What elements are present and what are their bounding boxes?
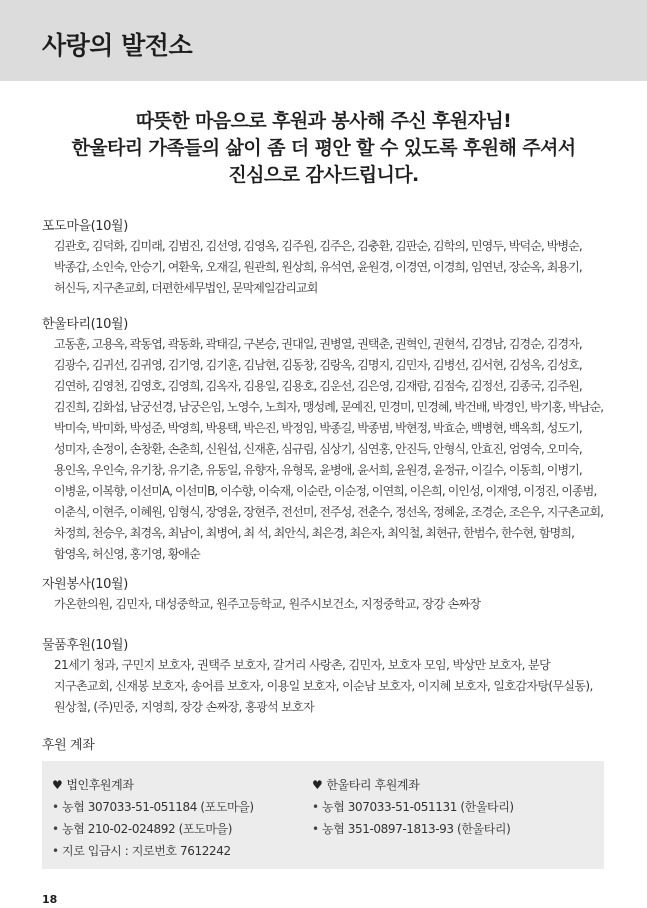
donor-list-volunteer: 가온한의원, 김민자, 대성중학교, 원주고등학교, 원주시보건소, 지정중학교, 장강 손짜장 <box>54 597 481 611</box>
intro-line-1: 따뜻한 마음으로 후원과 봉사해 주신 후원자님! <box>135 110 512 132</box>
section-grape-village <box>42 218 607 299</box>
bullet-dot-icon: • <box>52 822 59 836</box>
section-volunteer <box>42 576 607 615</box>
account-line <box>52 818 254 840</box>
intro-message <box>0 108 647 189</box>
account-heading-hanultari <box>312 775 514 796</box>
account-info-box <box>42 761 604 869</box>
page-number: 18 <box>42 893 58 906</box>
heart-icon: ♥ <box>312 778 323 792</box>
account-line-text: 농협 307033-51-051184 (포도마을) <box>62 800 254 814</box>
account-column-corporate <box>52 775 254 862</box>
section-title-volunteer: 자원봉사(10월) <box>42 577 128 592</box>
account-line <box>52 840 254 862</box>
section-goods-donation <box>42 637 607 718</box>
intro-line-3: 진심으로 감사드립니다. <box>228 164 419 186</box>
bullet-dot-icon: • <box>52 800 59 814</box>
account-heading-corporate-label: 법인후원계좌 <box>66 778 134 792</box>
bullet-dot-icon: • <box>312 822 319 836</box>
donor-list-hanultari: 고동훈, 고용옥, 곽동엽, 곽동화, 곽태길, 구본승, 권대일, 권병열, 권택춘, 권혁인, 권현석, 김경남, 김경순, 김경자, 김광수, 김귀선, 김귀영, 김기영, 김기훈, 김남현, 김동창, 김랑옥, 김명지, 김민자, 김병선, 김서현, 김성옥, 김성호, 김연하, 김영천, 김영호, 김영희, 김옥자, 김용일, 김용호, 김운선, 김은영, 김재람, 김점숙, 김정선, 김종국, 김주원, 김진희, 김화섭, 남궁선경, 남궁은임, 노영수, 노희자, 맹성례, 문예진, 민경미, 민경혜, 박건배, 박경인, 박기홍, 박남순, 박미숙, 박미화, 박성준, 박영희, 박용택, 박은진, 박정임, 박종길, 박종범, 박현정, 박효순, 백병현, 백옥희, 성도기, 성미자, 손정이, 손창환, 손춘희, 신원섭, 신재훈, 심규림, 심상기, 심연홍, 안진득, 안형식, 안효진, 엄영숙, 오미숙, 용인옥, 우인숙, 유기창, 유기춘, 유동일, 유향자, 유형목, 윤병애, 윤서희, 윤원경, 윤정규, 이길수, 이동희, 이병기, 이병윤, 이복향, 이선미A, 이선미B, 이수향, 이숙재, 이순란, 이순정, 이연희, 이은희, 이인성, 이재영, 이정진, 이종범, 이춘식, 이현주, 이혜원, 임형식, 장영윤, 장현주, 전선미, 전주성, 전춘수, 정선옥, 정혜윤, 조경순, 조은우, 지구촌교회, 차정희, 천승우, 최경옥, 최남이, 최병여, 최 석, 최안식, 최은경, 최은자, 최익철, 최현규, 한범수, 한수현, 함명희, 함영옥, 허신영, 홍기영, 황애순 <box>54 337 604 561</box>
section-account <box>42 737 607 755</box>
heart-icon: ♥ <box>52 778 63 792</box>
account-heading-corporate <box>52 775 254 796</box>
account-line <box>52 796 254 818</box>
account-line <box>312 796 514 818</box>
account-line-text: 농협 210-02-024892 (포도마을) <box>62 822 232 836</box>
bullet-dot-icon: • <box>312 800 319 814</box>
section-title-goods-donation: 물품후원(10월) <box>42 638 128 653</box>
section-title-hanultari: 한울타리(10월) <box>42 317 128 332</box>
section-title-grape-village: 포도마을(10월) <box>42 219 128 234</box>
account-heading-hanultari-label: 한울타리 후원계좌 <box>326 778 420 792</box>
page-header <box>0 0 647 81</box>
account-column-hanultari <box>312 775 514 840</box>
bullet-dot-icon: • <box>52 844 59 858</box>
donor-list-goods-donation: 21세기 청과, 구민지 보호자, 권택주 보호자, 갈거리 사랑촌, 김민자, 보호자 모임, 박상만 보호자, 분당 지구촌교회, 신재봉 보호자, 송어름 보호자, 이용일 보호자, 이순남 보호자, 이지혜 보호자, 일호감자탕(무실동), 원상철, (주)민중, 지영희, 장강 손짜장, 홍광석 보호자 <box>54 658 593 714</box>
intro-line-2: 한울타리 가족들의 삶이 좀 더 평안 할 수 있도록 후원해 주셔서 <box>71 137 576 159</box>
account-line <box>312 818 514 840</box>
account-line-text: 지로 입금시 : 지로번호 7612242 <box>62 844 231 858</box>
account-line-text: 농협 307033-51-051131 (한울타리) <box>322 800 514 814</box>
page-title: 사랑의 발전소 <box>42 31 193 60</box>
section-title-account: 후원 계좌 <box>42 738 95 753</box>
section-hanultari <box>42 316 607 565</box>
donor-list-grape-village: 김관호, 김덕화, 김미래, 김범진, 김선영, 김영옥, 김주원, 김주은, 김충환, 김판순, 김학의, 민영두, 박덕순, 박병순, 박종갑, 소인숙, 안승기, 여환욱, 오재길, 원관희, 원상희, 유석연, 윤원경, 이경연, 이경희, 임연년, 장순옥, 최용기, 허신득, 지구촌교회, 더편한세무법인, 문막제일감리교회 <box>54 239 582 295</box>
account-line-text: 농협 351-0897-1813-93 (한울타리) <box>322 822 511 836</box>
